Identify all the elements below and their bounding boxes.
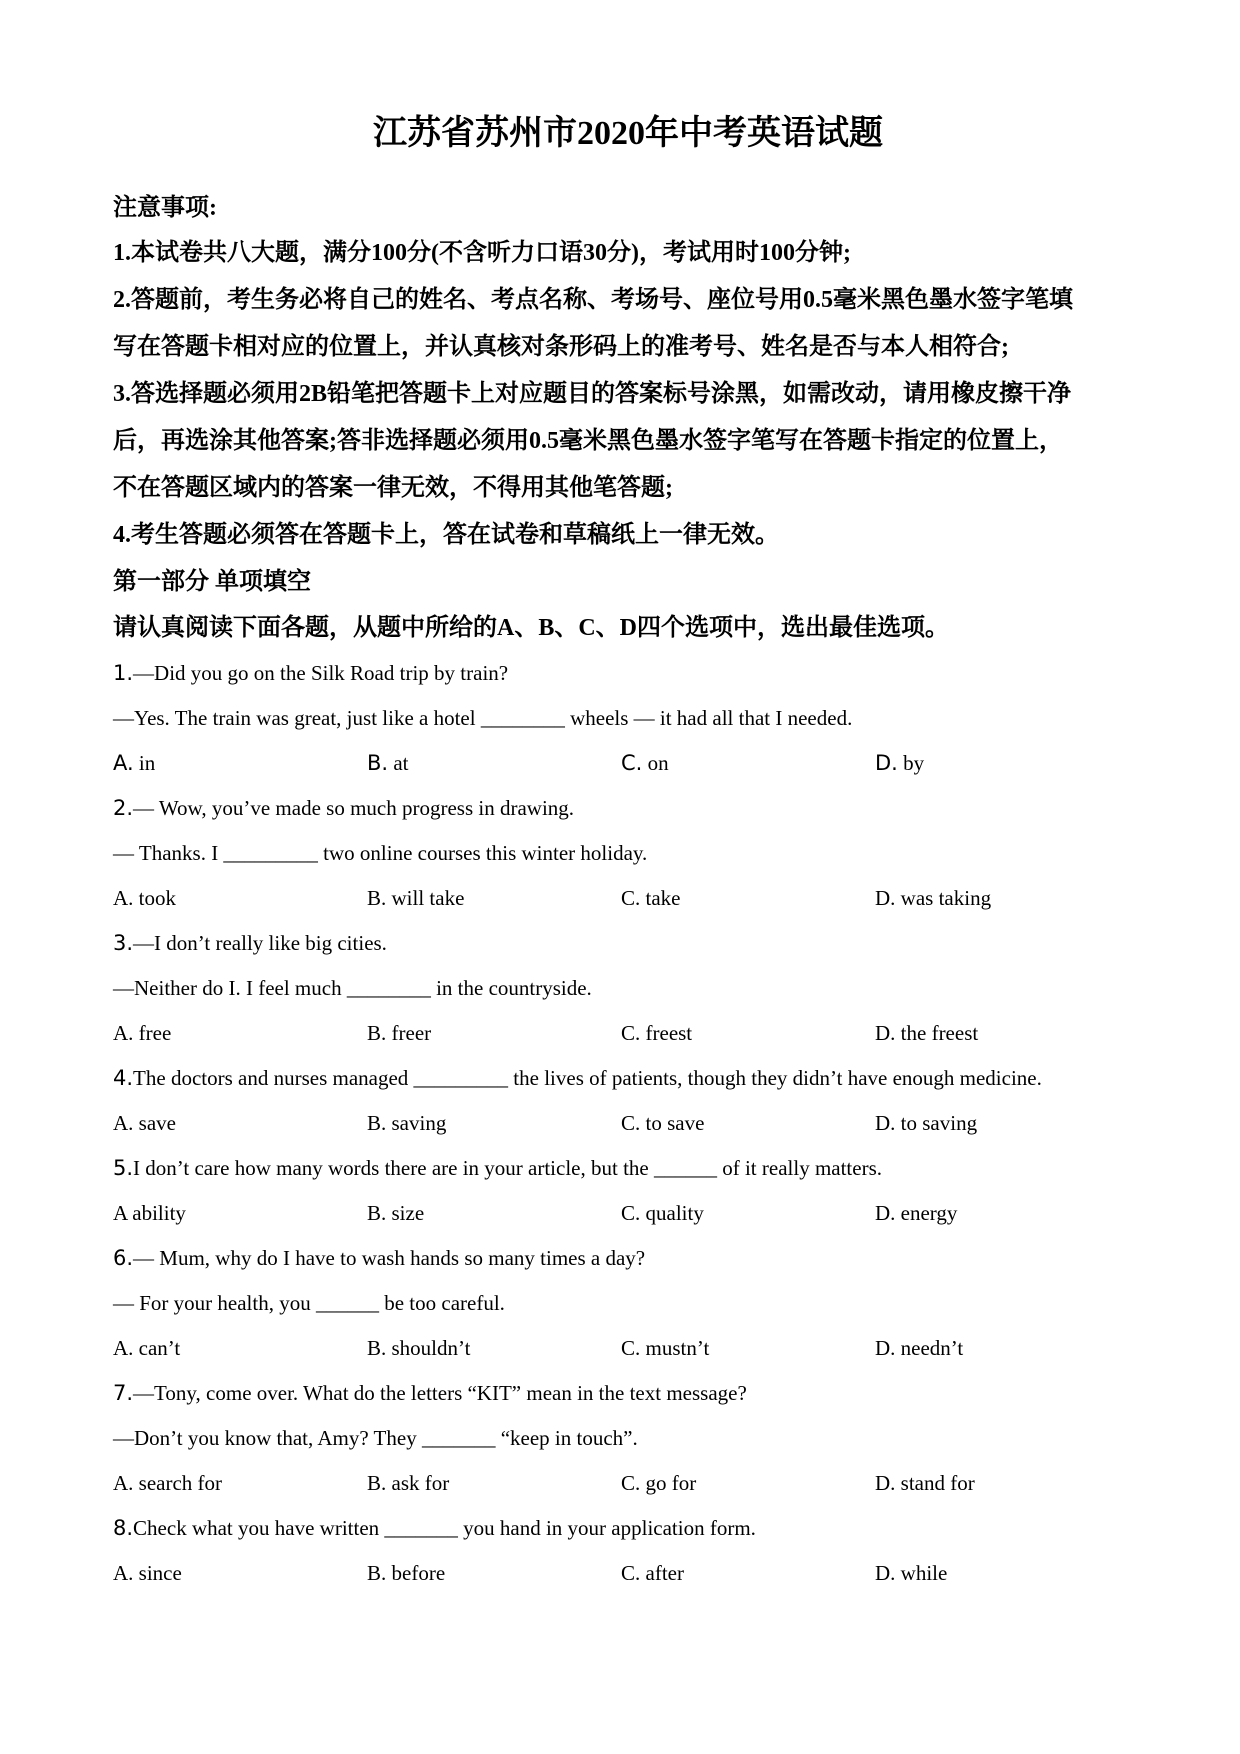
option-text: A. free	[113, 1021, 172, 1045]
question-dialogue-line	[113, 966, 1133, 1011]
answer-option[interactable]	[875, 1101, 1129, 1146]
option-text: C. take	[621, 886, 681, 910]
question-item	[113, 1371, 1133, 1506]
option-text: A. took	[113, 886, 176, 910]
answer-option[interactable]	[367, 741, 621, 786]
answer-option[interactable]	[875, 1326, 1129, 1371]
option-text: D. energy	[875, 1201, 958, 1225]
question-number: 7.	[113, 1381, 134, 1405]
note-line: 3.答选择题必须用2B铅笔把答题卡上对应题目的答案标号涂黑，如需改动，请用橡皮擦干净	[113, 381, 1072, 407]
question-item	[113, 1236, 1133, 1371]
answer-option[interactable]	[113, 1551, 367, 1596]
answer-option[interactable]	[875, 741, 1129, 786]
answer-option[interactable]	[367, 1461, 621, 1506]
answer-options	[113, 1011, 1133, 1056]
option-text: D. needn’t	[875, 1336, 964, 1360]
answer-option[interactable]	[621, 1191, 875, 1236]
question-item	[113, 786, 1133, 921]
question-stem	[113, 786, 1133, 831]
option-text: C. quality	[621, 1201, 704, 1225]
answer-option[interactable]	[875, 876, 1129, 921]
question-text: — Mum, why do I have to wash hands so many times a day?	[133, 1246, 646, 1270]
answer-options	[113, 1191, 1133, 1236]
answer-option[interactable]	[113, 1101, 367, 1146]
answer-option[interactable]	[621, 1461, 875, 1506]
option-text: C. to save	[621, 1111, 705, 1135]
question-number: 5.	[113, 1156, 134, 1180]
question-text: —Yes. The train was great, just like a hotel ________ wheels — it had all that I needed.	[113, 706, 853, 730]
option-text: B. size	[367, 1201, 425, 1225]
note-line: 2.答题前，考生务必将自己的姓名、考点名称、考场号、座位号用0.5毫米黑色墨水签字笔填	[113, 287, 1073, 313]
option-text: B. freer	[367, 1021, 432, 1045]
note-line: 1.本试卷共八大题，满分100分(不含听力口语30分)，考试用时100分钟;	[113, 240, 851, 266]
question-text: I don’t care how many words there are in your article, but the ______ of it really matters.	[133, 1156, 883, 1180]
answer-option[interactable]	[875, 1011, 1129, 1056]
question-stem	[113, 1371, 1133, 1416]
answer-options	[113, 1326, 1133, 1371]
question-text: Check what you have written _______ you hand in your application form.	[133, 1516, 756, 1540]
option-text: C. after	[621, 1561, 684, 1585]
question-number: 8.	[113, 1516, 134, 1540]
note-line: 4.考生答题必须答在答题卡上，答在试卷和草稿纸上一律无效。	[113, 522, 779, 548]
question-text: — For your health, you ______ be too careful.	[113, 1291, 505, 1315]
question-text: The doctors and nurses managed _________ the lives of patients, though they didn’t have enough medicine.	[133, 1066, 1042, 1090]
answer-option[interactable]	[113, 1011, 367, 1056]
option-text: D. stand for	[875, 1471, 975, 1495]
option-text: B. will take	[367, 886, 465, 910]
answer-options	[113, 741, 1133, 786]
section-title: 第一部分 单项填空	[113, 569, 311, 595]
question-stem	[113, 651, 1133, 696]
question-item	[113, 1146, 1133, 1236]
option-text: A. since	[113, 1561, 182, 1585]
option-text: B. before	[367, 1561, 446, 1585]
question-stem	[113, 1506, 1133, 1551]
option-letter: A.	[113, 751, 134, 775]
answer-option[interactable]	[875, 1191, 1129, 1236]
answer-option[interactable]	[621, 1326, 875, 1371]
answer-option[interactable]	[113, 1461, 367, 1506]
option-letter: C.	[621, 751, 643, 775]
note-line: 不在答题区域内的答案一律无效，不得用其他笔答题;	[113, 475, 673, 501]
section-instruction: 请认真阅读下面各题，从题中所给的A、B、C、D四个选项中，选出最佳选项。	[113, 615, 950, 641]
answer-option[interactable]	[875, 1461, 1129, 1506]
question-number: 2.	[113, 796, 134, 820]
option-letter: B.	[367, 751, 389, 775]
option-text: at	[388, 751, 409, 775]
question-stem	[113, 1056, 1133, 1101]
notes-label: 注意事项:	[113, 195, 217, 221]
question-text: —Neither do I. I feel much ________ in the countryside.	[113, 976, 592, 1000]
answer-option[interactable]	[113, 1326, 367, 1371]
question-number: 4.	[113, 1066, 134, 1090]
option-text: C. go for	[621, 1471, 697, 1495]
answer-option[interactable]	[621, 1101, 875, 1146]
option-text: D. was taking	[875, 886, 992, 910]
question-dialogue-line	[113, 831, 1133, 876]
question-stem	[113, 921, 1133, 966]
exam-page	[113, 108, 1133, 1596]
option-text: B. saving	[367, 1111, 447, 1135]
question-item	[113, 1056, 1133, 1146]
option-text: by	[897, 751, 925, 775]
option-text: C. freest	[621, 1021, 693, 1045]
answer-option[interactable]	[621, 1551, 875, 1596]
notes-section	[113, 186, 1133, 559]
option-text: B. shouldn’t	[367, 1336, 471, 1360]
option-text: A. can’t	[113, 1336, 181, 1360]
answer-option[interactable]	[367, 1191, 621, 1236]
option-text: A. search for	[113, 1471, 223, 1495]
page-title: 江苏省苏州市2020年中考英语试题	[373, 115, 883, 152]
answer-option[interactable]	[367, 1101, 621, 1146]
question-dialogue-line	[113, 1281, 1133, 1326]
question-stem	[113, 1236, 1133, 1281]
question-dialogue-line	[113, 696, 1133, 741]
question-text: — Wow, you’ve made so much progress in drawing.	[133, 796, 575, 820]
question-text: — Thanks. I _________ two online courses this winter holiday.	[113, 841, 648, 865]
answer-option[interactable]	[113, 741, 367, 786]
option-text: D. while	[875, 1561, 948, 1585]
question-number: 3.	[113, 931, 134, 955]
question-stem	[113, 1146, 1133, 1191]
option-text: D. the freest	[875, 1021, 979, 1045]
question-text: —I don’t really like big cities.	[133, 931, 387, 955]
answer-option[interactable]	[113, 876, 367, 921]
notes-lines	[113, 230, 1133, 559]
answer-option[interactable]	[367, 1011, 621, 1056]
option-text: A ability	[113, 1201, 186, 1225]
answer-options	[113, 876, 1133, 921]
question-item	[113, 651, 1133, 786]
question-dialogue-line	[113, 1416, 1133, 1461]
option-letter: D.	[875, 751, 898, 775]
question-list	[113, 651, 1133, 1596]
option-text: B. ask for	[367, 1471, 450, 1495]
option-text: A. save	[113, 1111, 176, 1135]
answer-option[interactable]	[875, 1551, 1129, 1596]
answer-options	[113, 1461, 1133, 1506]
question-text: —Did you go on the Silk Road trip by train?	[133, 661, 509, 685]
option-text: D. to saving	[875, 1111, 978, 1135]
answer-option[interactable]	[367, 1551, 621, 1596]
answer-option[interactable]	[621, 1011, 875, 1056]
question-item	[113, 1506, 1133, 1596]
answer-option[interactable]	[367, 1326, 621, 1371]
answer-option[interactable]	[367, 876, 621, 921]
option-text: on	[642, 751, 669, 775]
answer-options	[113, 1551, 1133, 1596]
question-item	[113, 921, 1133, 1056]
answer-option[interactable]	[621, 876, 875, 921]
answer-option[interactable]	[113, 1191, 367, 1236]
question-number: 1.	[113, 661, 134, 685]
note-line: 写在答题卡相对应的位置上，并认真核对条形码上的准考号、姓名是否与本人相符合;	[113, 334, 1009, 360]
option-text: in	[133, 751, 156, 775]
option-text: C. mustn’t	[621, 1336, 710, 1360]
question-text: —Tony, come over. What do the letters “KIT” mean in the text message?	[133, 1381, 747, 1405]
answer-options	[113, 1101, 1133, 1146]
answer-option[interactable]	[621, 741, 875, 786]
question-text: —Don’t you know that, Amy? They _______ “keep in touch”.	[113, 1426, 638, 1450]
question-number: 6.	[113, 1246, 134, 1270]
note-line: 后，再选涂其他答案;答非选择题必须用0.5毫米黑色墨水签字笔写在答题卡指定的位置上，	[113, 428, 1063, 454]
